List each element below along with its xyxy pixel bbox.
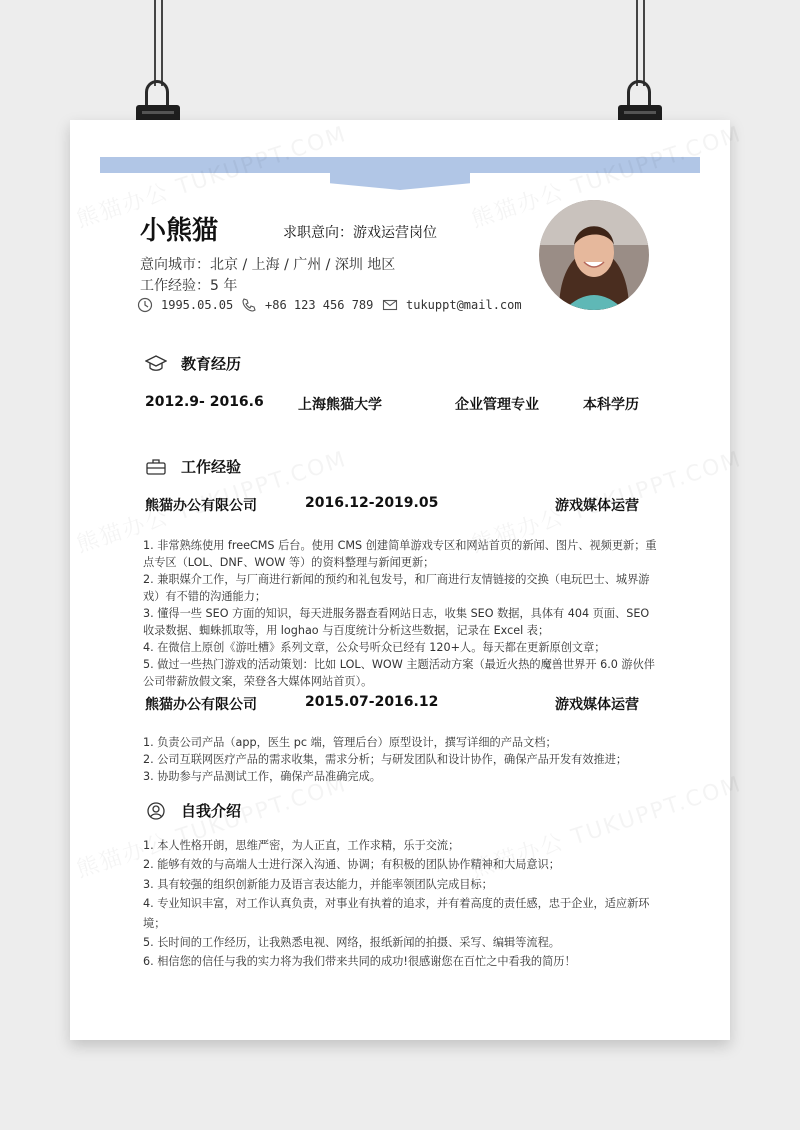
job-intent: 求职意向：游戏运营岗位 [283, 225, 437, 241]
job-2-period: 2015.07-2016.12 [305, 694, 439, 710]
binder-clip-right [616, 0, 666, 140]
avatar [539, 200, 649, 310]
phone-text: +86 123 456 789 [265, 298, 374, 312]
work-years: 工作经验：5 年 [140, 278, 238, 294]
list-item: 5. 长时间的工作经历，让我熟悉电视、网络，报纸新闻的拍摄、采写、编辑等流程。 [143, 936, 560, 950]
work-title: 工作经验 [181, 458, 242, 476]
birth-date [137, 297, 233, 313]
education-title: 教育经历 [181, 355, 242, 373]
list-item: 6. 相信您的信任与我的实力将为我们带来共同的成功!很感谢您在百忙之中看我的简历！ [143, 955, 576, 969]
list-item: 1. 非常熟练使用 freeCMS 后台。使用 CMS 创建简单游戏专区和网站首页的新闻、图片、视频更新；重点专区（LOL、DNF、WOW 等）的资料整理与新闻更新； [143, 539, 657, 569]
mail-icon [382, 297, 398, 313]
job-2-company: 熊猫办公有限公司 [145, 697, 257, 713]
job-2-role: 游戏媒体运营 [555, 697, 639, 713]
graduation-cap-icon [145, 355, 167, 373]
list-item: 4. 专业知识丰富，对工作认真负责，对事业有执着的追求，并有着高度的责任感，忠于企业，适应新环境； [143, 897, 650, 930]
education-heading [145, 353, 241, 374]
job-1-company: 熊猫办公有限公司 [145, 498, 257, 514]
binder-clip-left [134, 0, 184, 140]
education-school: 上海熊猫大学 [298, 397, 382, 413]
self-intro-title: 自我介绍 [181, 802, 242, 820]
job-1-period: 2016.12-2019.05 [305, 495, 439, 511]
job-1-role: 游戏媒体运营 [555, 498, 639, 514]
candidate-name: 小熊猫 [140, 216, 219, 246]
list-item: 1. 本人性格开朗，思维严密，为人正直，工作求精，乐于交流； [143, 839, 460, 852]
briefcase-icon [145, 458, 167, 476]
list-item: 3. 协助参与产品测试工作，确保产品准确完成。 [143, 770, 381, 783]
work-heading [145, 456, 241, 477]
phone-icon [241, 297, 257, 313]
list-item: 2. 能够有效的与高端人士进行深入沟通、协调；有积极的团队协作精神和大局意识； [143, 858, 560, 872]
self-intro-heading [145, 800, 241, 821]
user-circle-icon [145, 802, 167, 820]
list-item: 1. 负责公司产品（app，医生 pc 端，管理后台）原型设计，撰写详细的产品文档； [143, 736, 557, 749]
education-period: 2012.9- 2016.6 [145, 394, 264, 410]
list-item: 5. 做过一些热门游戏的活动策划：比如 LOL、WOW 主题活动方案（最近火热的魔兽世界开 6.0 游伙伴公司带薪放假文案，荣登各大媒体网站首页）。 [143, 658, 655, 688]
job-1-duties [143, 537, 663, 690]
list-item: 2. 兼职媒介工作，与厂商进行新闻的预约和礼包发号，和厂商进行友情链接的交换（电玩巴士、城界游戏）有不错的沟通能力； [143, 573, 650, 603]
phone [241, 297, 373, 313]
list-item: 3. 懂得一些 SEO 方面的知识，每天进服务器查看网站日志，收集 SEO 数据，具体有 404 页面、SEO 收录数据、蜘蛛抓取等，用 loghao 与百度统计分析这些数据，记录在 Excel 表； [143, 607, 650, 637]
list-item: 2. 公司互联网医疗产品的需求收集，需求分析；与研发团队和设计协作，确保产品开发有效推进； [143, 753, 628, 766]
education-major: 企业管理专业 [455, 397, 539, 413]
email [382, 297, 522, 313]
clock-icon [137, 297, 153, 313]
birth-date-text: 1995.05.05 [161, 298, 234, 312]
intended-cities: 意向城市：北京 / 上海 / 广州 / 深圳 地区 [140, 257, 396, 273]
list-item: 3. 具有较强的组织创新能力及语言表达能力，并能率领团队完成目标； [143, 877, 493, 891]
accent-bar [100, 157, 700, 173]
job-2-duties [143, 734, 663, 785]
self-intro-list [143, 836, 663, 972]
education-degree: 本科学历 [583, 397, 639, 413]
email-text: tukuppt@mail.com [406, 298, 522, 312]
list-item: 4. 在微信上原创《游吐槽》系列文章，公众号听众已经有 120+人。每天都在更新原创文章； [143, 641, 606, 654]
